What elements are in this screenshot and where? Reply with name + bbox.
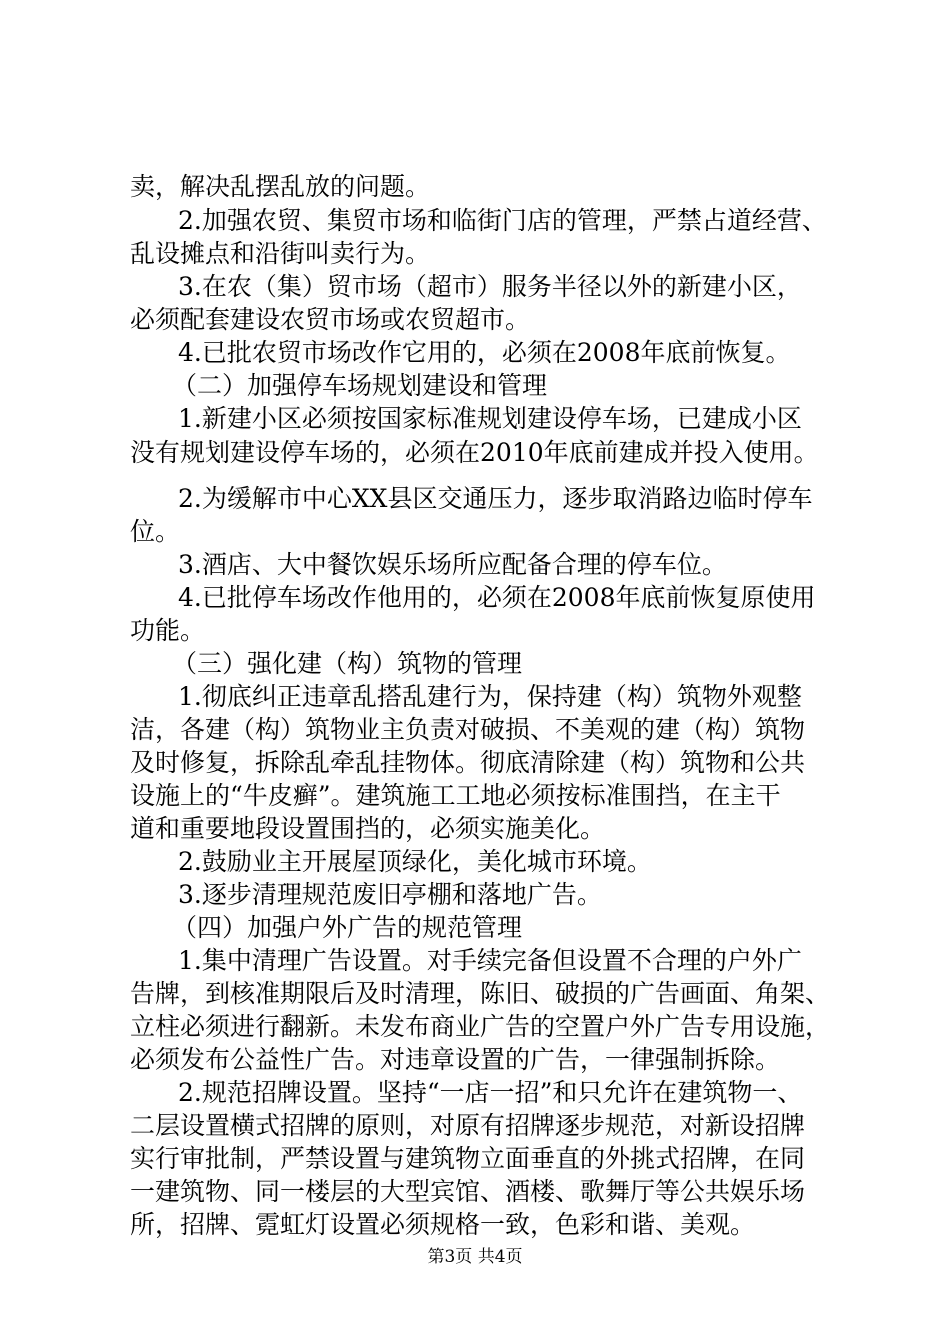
- text-line: 2.为缓解市中心XX县区交通压力，逐步取消路边临时停车: [178, 484, 813, 513]
- section-heading: （二）加强停车场规划建设和管理: [172, 371, 548, 400]
- text-line: 3.酒店、大中餐饮娱乐场所应配备合理的停车位。: [178, 550, 727, 579]
- text-line: 实行审批制，严禁设置与建筑物立面垂直的外挑式招牌，在同: [130, 1144, 806, 1173]
- text-line: 2.加强农贸、集贸市场和临街门店的管理，严禁占道经营、: [178, 206, 827, 235]
- text-line: 1.集中清理广告设置。对手续完备但设置不合理的户外广: [178, 946, 802, 975]
- text-line: 立柱必须进行翻新。未发布商业广告的空置户外广告专用设施，: [130, 1012, 831, 1041]
- text-line: 卖，解决乱摆乱放的问题。: [130, 172, 431, 201]
- text-line: 乱设摊点和沿街叫卖行为。: [130, 239, 431, 268]
- text-line: 位。: [130, 517, 181, 546]
- text-line: 2.规范招牌设置。坚持“一店一招”和只允许在建筑物一、: [178, 1078, 803, 1107]
- text-line: 4.已批农贸市场改作它用的，必须在2008年底前恢复。: [178, 338, 791, 367]
- text-line: 设施上的“牛皮癣”。建筑施工工地必须按标准围挡，在主干: [130, 781, 781, 810]
- text-line: 4.已批停车场改作他用的，必须在2008年底前恢复原使用: [178, 583, 816, 612]
- text-line: 及时修复，拆除乱牵乱挂物体。彻底清除建（构）筑物和公共: [130, 748, 806, 777]
- text-line: 没有规划建设停车场的，必须在2010年底前建成并投入使用。: [130, 438, 819, 467]
- text-line: 功能。: [130, 616, 206, 645]
- text-line: 二层设置横式招牌的原则，对原有招牌逐步规范，对新设招牌: [130, 1111, 806, 1140]
- text-line: 所，招牌、霓虹灯设置必须规格一致，色彩和谐、美观。: [130, 1210, 756, 1239]
- text-line: 2.鼓励业主开展屋顶绿化，美化城市环境。: [178, 847, 652, 876]
- text-line: 必须发布公益性广告。对违章设置的广告，一律强制拆除。: [130, 1045, 781, 1074]
- text-line: 必须配套建设农贸市场或农贸超市。: [130, 305, 531, 334]
- page-number-footer: 第3页 共4页: [427, 1247, 523, 1267]
- text-line: 一建筑物、同一楼层的大型宾馆、酒楼、歌舞厅等公共娱乐场: [130, 1177, 806, 1206]
- section-heading: （四）加强户外广告的规范管理: [172, 913, 523, 942]
- text-line: 道和重要地段设置围挡的，必须实施美化。: [130, 814, 606, 843]
- text-line: 3.逐步清理规范废旧亭棚和落地广告。: [178, 880, 602, 909]
- text-line: 洁，各建（构）筑物业主负责对破损、不美观的建（构）筑物: [130, 715, 806, 744]
- text-line: 3.在农（集）贸市场（超市）服务半径以外的新建小区，: [178, 272, 802, 301]
- text-line: 1.彻底纠正违章乱搭乱建行为，保持建（构）筑物外观整: [178, 682, 802, 711]
- text-line: 1.新建小区必须按国家标准规划建设停车场，已建成小区: [178, 404, 802, 433]
- section-heading: （三）强化建（构）筑物的管理: [172, 649, 523, 678]
- text-line: 告牌，到核准期限后及时清理，陈旧、破损的广告画面、角架、: [130, 979, 831, 1008]
